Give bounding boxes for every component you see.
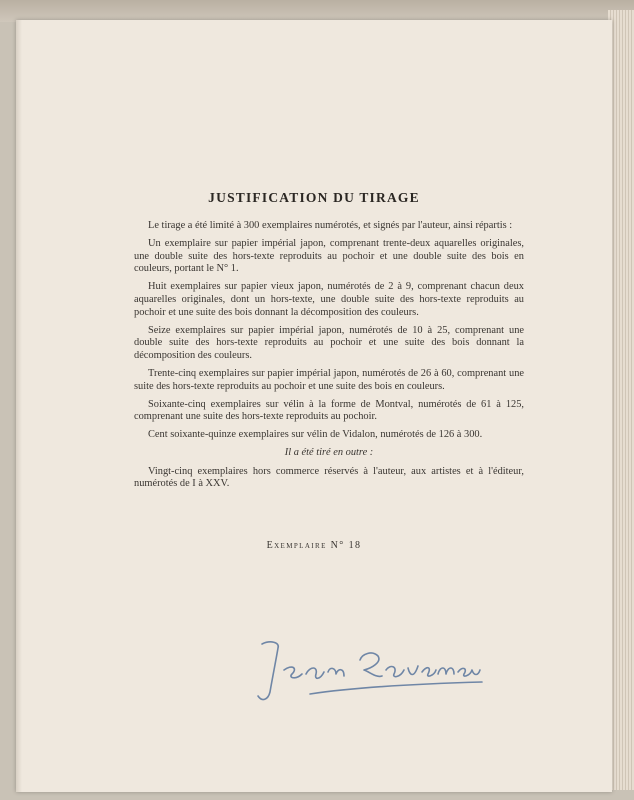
paragraph: Soixante-cinq exemplaires sur vélin à la forme de Montval, numérotés de 61 à 125, comprenant une suite des hors-texte reproduits au pochoir. — [134, 398, 524, 423]
exemplaire-number: Exemplaire N° 18 — [266, 540, 362, 551]
book-page — [16, 20, 612, 792]
page-title: JUSTIFICATION DU TIRAGE — [208, 190, 420, 205]
handwritten-signature — [240, 630, 500, 720]
paragraph: Un exemplaire sur papier impérial japon, comprenant trente-deux aquarelles originales, une double suite des hors-texte reproduits au pochoir et une double suite des bois en couleurs, portant le N° 1. — [134, 238, 524, 275]
page-gutter — [16, 20, 22, 792]
paragraph: Cent soixante-quinze exemplaires sur vélin de Vidalon, numérotés de 126 à 300. — [148, 429, 483, 441]
paragraph: Seize exemplaires sur papier impérial japon, numérotés de 10 à 25, comprenant une double suite des hors-texte reproduits au pochoir et une suite des bois donnant la décomposition des couleurs. — [134, 324, 524, 361]
paragraph: Le tirage a été limité à 300 exemplaires numérotés, et signés par l'auteur, ainsi répartis : — [148, 220, 513, 231]
paragraph: Huit exemplaires sur papier vieux japon, numérotés de 2 à 9, comprenant chacun deux aquarelles originales, dont un hors-texte, une double suite des hors-texte reproduits au pochoir et une suite des bois donnant la décomposition des couleurs. — [134, 281, 524, 318]
paragraph: Trente-cinq exemplaires sur papier impérial japon, numérotés de 26 à 60, comprenant une suite des hors-texte reproduits au pochoir et une suite des bois en couleurs. — [134, 367, 524, 392]
italic-note: Il a été tiré en outre : — [284, 447, 374, 459]
justification-text — [134, 220, 524, 496]
backdrop — [0, 0, 634, 22]
paragraph: Vingt-cinq exemplaires hors commerce réservés à l'auteur, aux artistes et à l'éditeur, numérotés de I à XXV. — [134, 465, 524, 490]
